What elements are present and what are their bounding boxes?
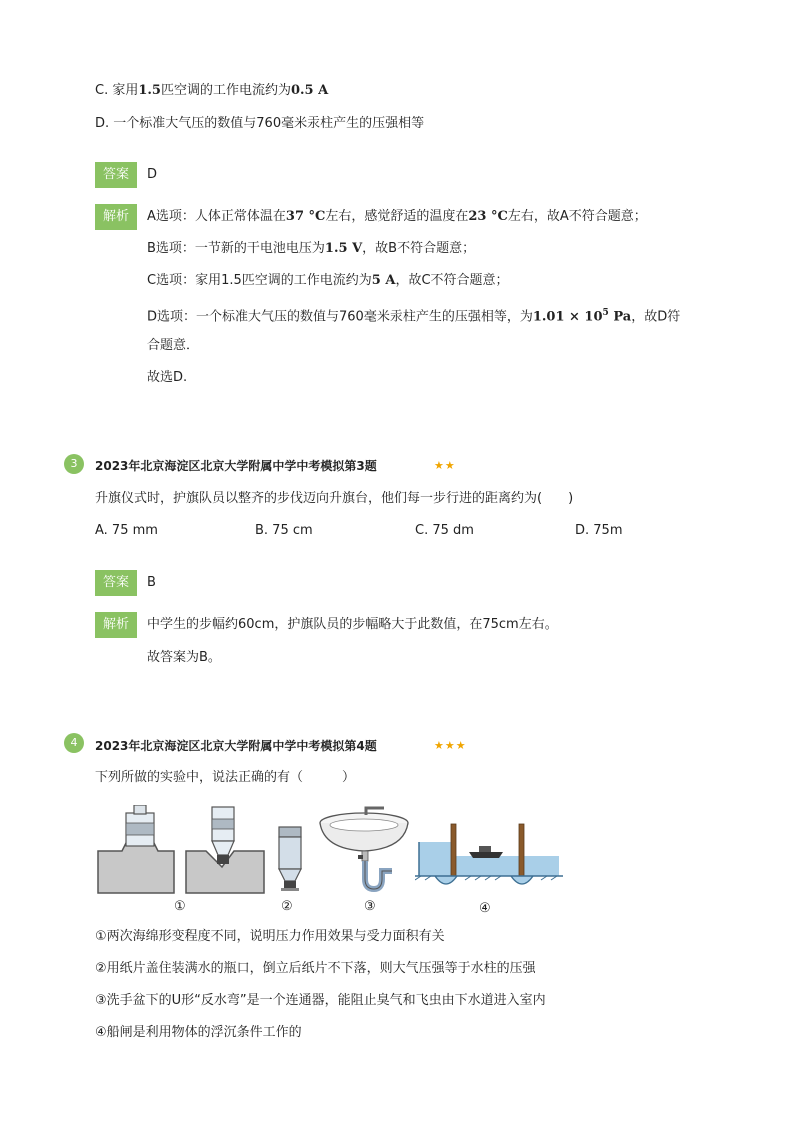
analysis-text: B选项：一节新的干电池电压为 <box>147 241 325 256</box>
question-stem: 下列所做的实验中，说法正确的有（ ） <box>95 770 356 785</box>
option-c: C. 75 dm <box>415 523 474 538</box>
analysis-line-1: 中学生的步幅约60cm，护旗队员的步幅略大于此数值，在75cm左右。 <box>147 617 558 632</box>
analysis-text: A选项：人体正常体温在 <box>147 209 286 224</box>
figure-caption-1: ① <box>174 899 186 914</box>
analysis-line-3 <box>147 272 509 290</box>
answer-value: D <box>147 167 158 182</box>
figure-caption-4: ④ <box>479 901 491 916</box>
statement-1: ①两次海绵形变程度不同，说明压力作用效果与受力面积有关 <box>95 929 445 944</box>
analysis-line-5: 合题意． <box>147 338 200 353</box>
analysis-line-1 <box>147 208 647 226</box>
analysis-text: C选项：家用1.5匹空调的工作电流约为 <box>147 273 372 288</box>
question-title: 2023年北京海淀区北京大学附属中学中考模拟第3题 <box>95 459 377 473</box>
answer-tag: 答案 <box>95 162 137 188</box>
option-c-text-2: 匹空调的工作电流约为 <box>160 83 291 98</box>
statement-4: ④船闸是利用物体的浮沉条件工作的 <box>95 1025 302 1040</box>
option-d: D. 75m <box>575 523 623 538</box>
difficulty-stars: ★★★ <box>434 739 467 752</box>
answer-value: B <box>147 575 156 590</box>
answer-tag: 答案 <box>95 570 137 596</box>
analysis-line-6: 故选D. <box>147 370 188 385</box>
option-c-text: C. 家用 <box>95 83 139 98</box>
statement-2: ②用纸片盖住装满水的瓶口，倒立后纸片不下落，则大气压强等于水柱的压强 <box>95 961 536 976</box>
analysis-line-2: 故答案为B。 <box>147 650 221 665</box>
analysis-text: ，故C不符合题意； <box>395 273 509 288</box>
washbasin-u-trap-figure <box>318 805 414 895</box>
analysis-line-2 <box>147 240 475 258</box>
analysis-unit: Pa <box>608 309 632 325</box>
question-number-badge: 4 <box>64 733 84 753</box>
option-c-number: 1.5 <box>138 83 161 98</box>
option-b: B. 75 cm <box>255 523 313 538</box>
question-number-badge: 3 <box>64 454 84 474</box>
analysis-text: ，故B不符合题意； <box>362 241 476 256</box>
inverted-bottle-figure <box>276 825 304 893</box>
option-c <box>95 82 328 100</box>
figure-caption-3: ③ <box>364 899 376 914</box>
analysis-value: 5 A <box>371 273 396 288</box>
analysis-tag: 解析 <box>95 204 137 230</box>
option-c-value: 0.5 A <box>290 83 329 98</box>
sponge-experiment-figure <box>96 805 266 897</box>
difficulty-stars: ★★ <box>434 459 456 472</box>
figure-caption-2: ② <box>281 899 293 914</box>
statement-3: ③洗手盆下的U形“反水弯”是一个连通器，能阻止臭气和飞虫由下水道进入室内 <box>95 993 546 1008</box>
analysis-text: 左右，感觉舒适的温度在 <box>325 209 469 224</box>
analysis-value: 37 °C <box>285 209 326 224</box>
analysis-text: 左右，故A不符合题意； <box>507 209 647 224</box>
option-a: A. 75 mm <box>95 523 158 538</box>
analysis-value: 1.5 V <box>324 241 363 256</box>
option-d: D. 一个标准大气压的数值与760毫米汞柱产生的压强相等 <box>95 116 425 131</box>
analysis-line-4 <box>147 304 680 326</box>
question-title: 2023年北京海淀区北京大学附属中学中考模拟第4题 <box>95 739 377 753</box>
ship-lock-figure <box>415 820 563 898</box>
question-stem: 升旗仪式时，护旗队员以整齐的步伐迈向升旗台，他们每一步行进的距离约为( ) <box>95 491 574 506</box>
analysis-tag: 解析 <box>95 612 137 638</box>
analysis-value: 23 °C <box>468 209 508 224</box>
analysis-value: 1.01 × 10 <box>532 309 603 325</box>
analysis-exponent: 5 <box>602 308 609 318</box>
analysis-text: D选项：一个标准大气压的数值与760毫米汞柱产生的压强相等，为 <box>147 309 533 325</box>
analysis-text: ，故D符 <box>631 309 681 325</box>
